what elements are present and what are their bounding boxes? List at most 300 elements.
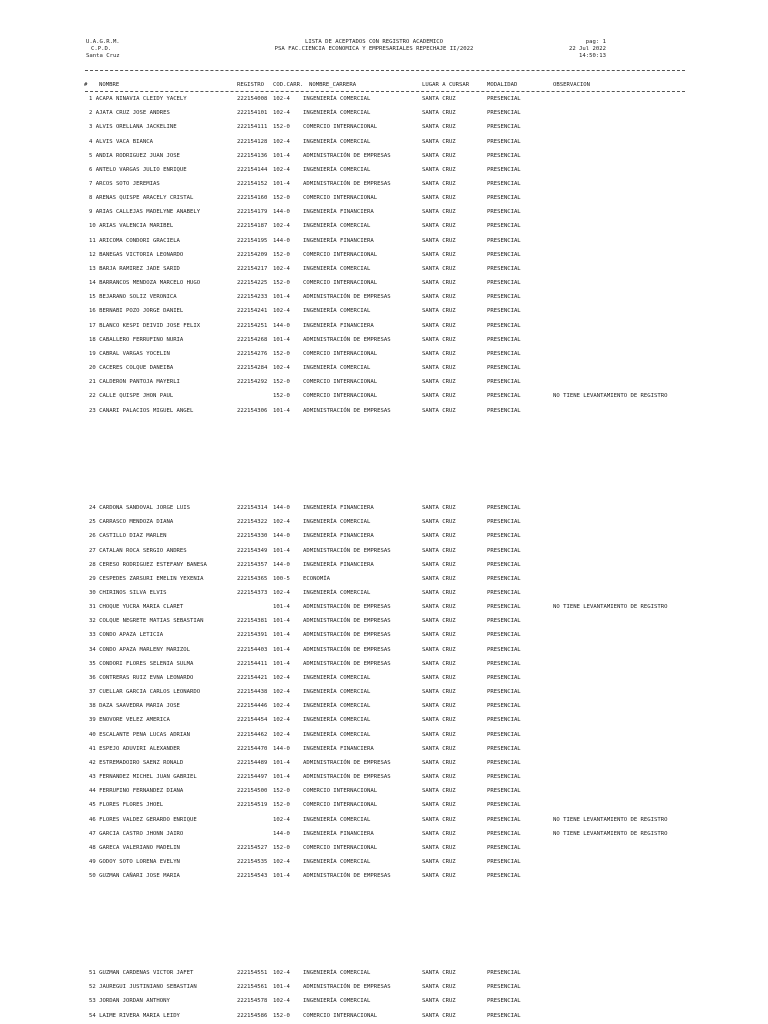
student-name: 41 ESPEJO ADUVIRI ALEXANDER — [89, 745, 180, 752]
lugar-cursar: SANTA CRUZ — [422, 547, 456, 554]
registro: 222154195 — [237, 237, 268, 244]
lugar-cursar: SANTA CRUZ — [422, 265, 456, 272]
lugar-cursar: SANTA CRUZ — [422, 618, 456, 625]
student-name: 9 ARIAS CALLEJAS MADELYNE ANABELY — [89, 209, 201, 216]
modalidad: PRESENCIAL — [487, 802, 521, 809]
table-row — [0, 802, 768, 810]
lugar-cursar: SANTA CRUZ — [422, 365, 456, 371]
cod-carr: 152-0 — [273, 195, 290, 202]
nombre-carrera: ADMINISTRACIÓN DE EMPRESAS — [303, 632, 391, 639]
table-row — [0, 675, 768, 683]
table-row — [0, 703, 768, 711]
student-name: 15 BEJARANO SOLIZ VERONICA — [89, 294, 177, 301]
lugar-cursar: SANTA CRUZ — [422, 166, 456, 173]
column-header-row — [0, 82, 768, 90]
student-name: 8 ARENAS QUISPE ARACELY CRISTAL — [89, 195, 194, 202]
cod-carr: 152-0 — [273, 788, 290, 795]
student-name: 5 ANDIA RODRIGUEZ JUAN JOSE — [89, 152, 180, 159]
report-time: 14:50:13 — [579, 53, 606, 59]
cod-carr: 101-4 — [273, 759, 290, 766]
nombre-carrera: INGENIERÍA FINANCIERA — [303, 561, 374, 568]
nombre-carrera: ADMINISTRACIÓN DE EMPRESAS — [303, 604, 391, 611]
registro: 222154209 — [237, 251, 268, 258]
student-name: 11 ARICOMA CONDORI GRACIELA — [89, 237, 180, 244]
modalidad: PRESENCIAL — [487, 618, 521, 625]
registro: 222154233 — [237, 294, 268, 301]
lugar-cursar: SANTA CRUZ — [422, 124, 456, 131]
student-name: 36 CONTRERAS RUIZ EVNA LEONARDO — [89, 674, 194, 681]
student-name: 13 BARJA RAMIREZ JADE SARID — [89, 265, 180, 272]
table-row — [0, 998, 768, 1006]
nombre-carrera: COMERCIO INTERNACIONAL — [303, 124, 378, 131]
cod-carr: 101-4 — [273, 294, 290, 301]
cod-carr: 101-4 — [273, 632, 290, 639]
observacion: NO TIENE LEVANTAMIENTO DE REGISTRO — [553, 816, 668, 823]
cod-carr: 101-4 — [273, 152, 290, 159]
registro: 222154470 — [237, 745, 268, 752]
cod-carr: 152-0 — [273, 280, 290, 287]
lugar-cursar: SANTA CRUZ — [422, 873, 456, 880]
modalidad: PRESENCIAL — [487, 774, 521, 780]
nombre-carrera: ADMINISTRACIÓN DE EMPRESAS — [303, 873, 391, 880]
table-row — [0, 181, 768, 189]
lugar-cursar: SANTA CRUZ — [422, 322, 456, 329]
student-name: 37 CUELLAR GARCIA CARLOS LEONARDO — [89, 689, 201, 696]
nombre-carrera: COMERCIO INTERNACIONAL — [303, 195, 378, 202]
modalidad: PRESENCIAL — [487, 407, 521, 414]
modalidad: PRESENCIAL — [487, 745, 521, 752]
registro: 222154500 — [237, 788, 268, 795]
lugar-cursar: SANTA CRUZ — [422, 689, 456, 696]
student-name: 40 ESCALANTE PENA LUCAS ADRIAN — [89, 731, 191, 738]
nombre-carrera: INGENIERÍA COMERCIAL — [303, 674, 371, 681]
lugar-cursar: SANTA CRUZ — [422, 646, 456, 653]
cod-carr: 144-0 — [273, 209, 290, 216]
cod-carr: 101-4 — [273, 547, 290, 554]
table-row — [0, 167, 768, 175]
modalidad: PRESENCIAL — [487, 322, 521, 329]
lugar-cursar: SANTA CRUZ — [422, 407, 456, 414]
lugar-cursar: SANTA CRUZ — [422, 195, 456, 202]
modalidad: PRESENCIAL — [487, 166, 521, 173]
student-name: 20 CACERES COLQUE DANEIBA — [89, 365, 174, 371]
col-num: # — [84, 82, 88, 88]
nombre-carrera: INGENIERÍA COMERCIAL — [303, 96, 371, 102]
nombre-carrera: INGENIERÍA COMERCIAL — [303, 138, 371, 145]
student-name: 34 CONDO APAZA MARLENY MARIZOL — [89, 646, 191, 653]
student-name: 24 CARDONA SANDOVAL JORGE LUIS — [89, 505, 191, 511]
student-name: 31 CHOQUE YUCRA MARIA CLARET — [89, 604, 184, 611]
student-name: 3 ALVIS ORELLANA JACKELINE — [89, 124, 177, 131]
table-row — [0, 266, 768, 274]
registro: 222154292 — [237, 379, 268, 386]
student-name: 14 BARRANCOS MENDOZA MARCELO HUGO — [89, 280, 201, 287]
modalidad: PRESENCIAL — [487, 859, 521, 865]
registro: 222154128 — [237, 138, 268, 145]
table-row — [0, 548, 768, 556]
registro: 222154314 — [237, 505, 268, 511]
cod-carr: 144-0 — [273, 237, 290, 244]
modalidad: PRESENCIAL — [487, 759, 521, 766]
cod-carr: 102-4 — [273, 717, 290, 724]
table-row — [0, 1013, 768, 1021]
modalidad: PRESENCIAL — [487, 152, 521, 159]
lugar-cursar: SANTA CRUZ — [422, 336, 456, 343]
registro: 222154381 — [237, 618, 268, 625]
student-name: 35 CONDORI FLORES SELENIA SULMA — [89, 660, 194, 667]
lugar-cursar: SANTA CRUZ — [422, 505, 456, 511]
cod-carr: 152-0 — [273, 802, 290, 809]
lugar-cursar: SANTA CRUZ — [422, 294, 456, 301]
nombre-carrera: INGENIERÍA FINANCIERA — [303, 505, 374, 511]
registro: 222154349 — [237, 547, 268, 554]
registro: 222154578 — [237, 998, 268, 1005]
table-row — [0, 845, 768, 853]
nombre-carrera: ADMINISTRACIÓN DE EMPRESAS — [303, 759, 391, 766]
col-registro: REGISTRO — [237, 82, 264, 88]
student-name: 49 GODOY SOTO LORENA EVELYN — [89, 859, 180, 865]
col-lugar: LUGAR A CURSAR — [422, 82, 470, 88]
student-name: 47 GARCIA CASTRO JHONN JAIRO — [89, 830, 184, 837]
nombre-carrera: INGENIERÍA FINANCIERA — [303, 322, 374, 329]
registro: 222154008 — [237, 96, 268, 102]
lugar-cursar: SANTA CRUZ — [422, 280, 456, 287]
lugar-cursar: SANTA CRUZ — [422, 138, 456, 145]
modalidad: PRESENCIAL — [487, 830, 521, 837]
lugar-cursar: SANTA CRUZ — [422, 998, 456, 1005]
cod-carr: 102-4 — [273, 96, 290, 102]
table-row — [0, 632, 768, 640]
lugar-cursar: SANTA CRUZ — [422, 830, 456, 837]
registro: 222154136 — [237, 152, 268, 159]
student-name: 42 ESTREMADOIRO SAENZ RONALD — [89, 759, 184, 766]
table-row — [0, 323, 768, 331]
col-nombre-carrera: NOMBRE_CARRERA — [309, 82, 357, 88]
student-name: 18 CABALLERO FERRUFINO NURIA — [89, 336, 184, 343]
lugar-cursar: SANTA CRUZ — [422, 788, 456, 795]
nombre-carrera: INGENIERÍA COMERCIAL — [303, 223, 371, 230]
nombre-carrera: ADMINISTRACIÓN DE EMPRESAS — [303, 774, 391, 780]
nombre-carrera: COMERCIO INTERNACIONAL — [303, 788, 378, 795]
cod-carr: 152-0 — [273, 350, 290, 357]
modalidad: PRESENCIAL — [487, 138, 521, 145]
modalidad: PRESENCIAL — [487, 998, 521, 1005]
student-name: 45 FLORES FLORES JHOEL — [89, 802, 164, 809]
lugar-cursar: SANTA CRUZ — [422, 575, 456, 582]
report-title: LISTA DE ACEPTADOS CON REGISTRO ACADEMICO — [304, 39, 444, 45]
modalidad: PRESENCIAL — [487, 110, 521, 117]
registro: 222154365 — [237, 575, 268, 582]
table-row — [0, 365, 768, 373]
table-row — [0, 238, 768, 246]
modalidad: PRESENCIAL — [487, 96, 521, 102]
student-name: 44 FERRUFINO FERNANDEZ DIANA — [89, 788, 184, 795]
registro: 222154543 — [237, 873, 268, 880]
nombre-carrera: COMERCIO INTERNACIONAL — [303, 350, 378, 357]
nombre-carrera: INGENIERÍA COMERCIAL — [303, 731, 371, 738]
student-name: 30 CHIRINOS SILVA ELVIS — [89, 590, 167, 596]
registro: 222154179 — [237, 209, 268, 216]
student-name: 7 ARCOS SOTO JEREMIAS — [89, 181, 160, 187]
nombre-carrera: INGENIERÍA COMERCIAL — [303, 816, 371, 823]
modalidad: PRESENCIAL — [487, 717, 521, 724]
table-row — [0, 280, 768, 288]
cod-carr: 144-0 — [273, 830, 290, 837]
nombre-carrera: COMERCIO INTERNACIONAL — [303, 251, 378, 258]
lugar-cursar: SANTA CRUZ — [422, 802, 456, 809]
lugar-cursar: SANTA CRUZ — [422, 759, 456, 766]
nombre-carrera: ADMINISTRACIÓN DE EMPRESAS — [303, 294, 391, 301]
table-row — [0, 562, 768, 570]
lugar-cursar: SANTA CRUZ — [422, 223, 456, 230]
modalidad: PRESENCIAL — [487, 365, 521, 371]
table-row — [0, 604, 768, 612]
cod-carr: 101-4 — [273, 181, 290, 187]
registro: 222154152 — [237, 181, 268, 187]
student-name: 51 GUZMAN CARDENAS VICTOR JAFET — [89, 970, 194, 976]
lugar-cursar: SANTA CRUZ — [422, 350, 456, 357]
nombre-carrera: INGENIERÍA COMERCIAL — [303, 703, 371, 710]
observacion: NO TIENE LEVANTAMIENTO DE REGISTRO — [553, 604, 668, 611]
cod-carr: 102-4 — [273, 365, 290, 371]
modalidad: PRESENCIAL — [487, 265, 521, 272]
nombre-carrera: ADMINISTRACIÓN DE EMPRESAS — [303, 336, 391, 343]
student-name: 21 CALDERON PANTOJA MAYERLI — [89, 379, 180, 386]
modalidad: PRESENCIAL — [487, 209, 521, 216]
modalidad: PRESENCIAL — [487, 124, 521, 131]
registro: 222154527 — [237, 844, 268, 851]
lugar-cursar: SANTA CRUZ — [422, 110, 456, 117]
table-row — [0, 760, 768, 768]
nombre-carrera: INGENIERÍA FINANCIERA — [303, 237, 374, 244]
lugar-cursar: SANTA CRUZ — [422, 984, 456, 991]
modalidad: PRESENCIAL — [487, 660, 521, 667]
registro: 222154306 — [237, 407, 268, 414]
modalidad: PRESENCIAL — [487, 1012, 521, 1019]
table-row — [0, 984, 768, 992]
student-name: 53 JORDAN JORDAN ANTHONY — [89, 998, 170, 1005]
col-observacion: OBSERVACION — [553, 82, 591, 88]
registro: 222154551 — [237, 970, 268, 976]
registro: 222154101 — [237, 110, 268, 117]
modalidad: PRESENCIAL — [487, 604, 521, 611]
student-name: 10 ARIAS VALENCIA MARIBEL — [89, 223, 174, 230]
table-row — [0, 393, 768, 401]
nombre-carrera: ECONOMÍA — [303, 575, 330, 582]
nombre-carrera: INGENIERÍA COMERCIAL — [303, 590, 371, 596]
report-subtitle: PSA FAC.CIENCIA ECONOMICA Y EMPRESARIALES REPECHAJE II/2022 — [274, 46, 474, 52]
lugar-cursar: SANTA CRUZ — [422, 533, 456, 540]
modalidad: PRESENCIAL — [487, 873, 521, 880]
cod-carr: 144-0 — [273, 505, 290, 511]
table-row — [0, 110, 768, 118]
registro: 222154322 — [237, 519, 268, 526]
table-row — [0, 153, 768, 161]
registro: 222154187 — [237, 223, 268, 230]
modalidad: PRESENCIAL — [487, 251, 521, 258]
modalidad: PRESENCIAL — [487, 519, 521, 526]
student-name: 48 GARECA VALERIANO MADELIN — [89, 844, 180, 851]
student-name: 6 ANTELO VARGAS JULIO ENRIQUE — [89, 166, 187, 173]
table-row — [0, 576, 768, 584]
nombre-carrera: COMERCIO INTERNACIONAL — [303, 280, 378, 287]
student-name: 22 CALLE QUISPE JHON PAUL — [89, 393, 174, 400]
org-name: U.A.G.R.M. — [86, 39, 120, 45]
modalidad: PRESENCIAL — [487, 731, 521, 738]
modalidad: PRESENCIAL — [487, 294, 521, 301]
table-row — [0, 788, 768, 796]
registro: 222154284 — [237, 365, 268, 371]
registro: 222154373 — [237, 590, 268, 596]
lugar-cursar: SANTA CRUZ — [422, 660, 456, 667]
modalidad: PRESENCIAL — [487, 181, 521, 187]
modalidad: PRESENCIAL — [487, 970, 521, 976]
modalidad: PRESENCIAL — [487, 561, 521, 568]
student-name: 46 FLORES VALDEZ GERARDO ENRIQUE — [89, 816, 197, 823]
cod-carr: 102-4 — [273, 689, 290, 696]
nombre-carrera: COMERCIO INTERNACIONAL — [303, 844, 378, 851]
lugar-cursar: SANTA CRUZ — [422, 519, 456, 526]
student-name: 16 BERNABI POZO JORGE DANIEL — [89, 308, 184, 315]
nombre-carrera: ADMINISTRACIÓN DE EMPRESAS — [303, 618, 391, 625]
table-row — [0, 746, 768, 754]
org-unit: C.P.D. — [91, 46, 112, 52]
table-row — [0, 351, 768, 359]
cod-carr: 102-4 — [273, 166, 290, 173]
nombre-carrera: INGENIERÍA COMERCIAL — [303, 308, 371, 315]
modalidad: PRESENCIAL — [487, 788, 521, 795]
student-name: 28 CERESO RODRIGUEZ ESTEFANY BANESA — [89, 561, 207, 568]
modalidad: PRESENCIAL — [487, 703, 521, 710]
modalidad: PRESENCIAL — [487, 308, 521, 315]
table-row — [0, 533, 768, 541]
registro: 222154111 — [237, 124, 268, 131]
nombre-carrera: ADMINISTRACIÓN DE EMPRESAS — [303, 181, 391, 187]
nombre-carrera: COMERCIO INTERNACIONAL — [303, 379, 378, 386]
cod-carr: 101-4 — [273, 984, 290, 991]
table-row — [0, 774, 768, 782]
lugar-cursar: SANTA CRUZ — [422, 1012, 456, 1019]
registro: 222154357 — [237, 561, 268, 568]
student-name: 1 ACAPA NINAVIA CLEIDY YACELY — [89, 96, 187, 102]
col-modalidad: MODALIDAD — [487, 82, 518, 88]
registro: 222154489 — [237, 759, 268, 766]
registro: 222154217 — [237, 265, 268, 272]
table-row — [0, 209, 768, 217]
modalidad: PRESENCIAL — [487, 674, 521, 681]
lugar-cursar: SANTA CRUZ — [422, 237, 456, 244]
student-name: 39 ENOVORE VELEZ AMERICA — [89, 717, 170, 724]
student-name: 52 JAUREGUI JUSTINIANO SEBASTIAN — [89, 984, 197, 991]
cod-carr: 102-4 — [273, 590, 290, 596]
modalidad: PRESENCIAL — [487, 816, 521, 823]
lugar-cursar: SANTA CRUZ — [422, 393, 456, 400]
table-row — [0, 308, 768, 316]
registro: 222154462 — [237, 731, 268, 738]
modalidad: PRESENCIAL — [487, 505, 521, 511]
cod-carr: 102-4 — [273, 265, 290, 272]
student-name: 19 CABRAL VARGAS YOCELIN — [89, 350, 170, 357]
lugar-cursar: SANTA CRUZ — [422, 152, 456, 159]
lugar-cursar: SANTA CRUZ — [422, 674, 456, 681]
table-row — [0, 519, 768, 527]
nombre-carrera: ADMINISTRACIÓN DE EMPRESAS — [303, 152, 391, 159]
lugar-cursar: SANTA CRUZ — [422, 308, 456, 315]
cod-carr: 152-0 — [273, 1012, 290, 1019]
registro: 222154160 — [237, 195, 268, 202]
student-name: 33 CONDO APAZA LETICIA — [89, 632, 164, 639]
col-nombre: NOMBRE — [99, 82, 120, 88]
student-name: 26 CASTILLO DIAZ MARLEN — [89, 533, 167, 540]
lugar-cursar: SANTA CRUZ — [422, 209, 456, 216]
lugar-cursar: SANTA CRUZ — [422, 96, 456, 102]
lugar-cursar: SANTA CRUZ — [422, 844, 456, 851]
cod-carr: 144-0 — [273, 322, 290, 329]
table-row — [0, 195, 768, 203]
registro: 222154144 — [237, 166, 268, 173]
table-row — [0, 505, 768, 513]
modalidad: PRESENCIAL — [487, 336, 521, 343]
cod-carr: 100-5 — [273, 575, 290, 582]
lugar-cursar: SANTA CRUZ — [422, 632, 456, 639]
student-name: 17 BLANCO KESPI DEIVID JOSE FELIX — [89, 322, 201, 329]
cod-carr: 102-4 — [273, 223, 290, 230]
cod-carr: 152-0 — [273, 393, 290, 400]
lugar-cursar: SANTA CRUZ — [422, 745, 456, 752]
cod-carr: 144-0 — [273, 745, 290, 752]
col-cod-carr: COD.CARR. — [273, 82, 304, 88]
modalidad: PRESENCIAL — [487, 575, 521, 582]
table-row — [0, 873, 768, 881]
student-name: 43 FERNANDEZ MICHEL JUAN GABRIEL — [89, 774, 197, 780]
lugar-cursar: SANTA CRUZ — [422, 251, 456, 258]
table-row — [0, 139, 768, 147]
table-row — [0, 970, 768, 978]
cod-carr: 101-4 — [273, 604, 290, 611]
nombre-carrera: ADMINISTRACIÓN DE EMPRESAS — [303, 984, 391, 991]
modalidad: PRESENCIAL — [487, 533, 521, 540]
registro: 222154519 — [237, 802, 268, 809]
registro: 222154421 — [237, 674, 268, 681]
student-name: 32 COLQUE NEGRETE MATIAS SEBASTIAN — [89, 618, 204, 625]
page-number: pag: 1 — [585, 39, 606, 45]
nombre-carrera: INGENIERÍA FINANCIERA — [303, 533, 374, 540]
nombre-carrera: COMERCIO INTERNACIONAL — [303, 393, 378, 400]
lugar-cursar: SANTA CRUZ — [422, 181, 456, 187]
cod-carr: 102-4 — [273, 674, 290, 681]
student-name: 50 GUZMAN CAÑARI JOSE MARIA — [89, 873, 180, 880]
nombre-carrera: INGENIERÍA COMERCIAL — [303, 859, 371, 865]
registro: 222154241 — [237, 308, 268, 315]
student-name: 12 BANEGAS VICTORIA LEONARDO — [89, 251, 184, 258]
modalidad: PRESENCIAL — [487, 590, 521, 596]
student-name: 29 CESPEDES ZARSURI EMELIN YEXENIA — [89, 575, 204, 582]
cod-carr: 102-4 — [273, 731, 290, 738]
org-city: Santa Cruz — [86, 53, 120, 59]
modalidad: PRESENCIAL — [487, 379, 521, 386]
modalidad: PRESENCIAL — [487, 689, 521, 696]
cod-carr: 102-4 — [273, 110, 290, 117]
lugar-cursar: SANTA CRUZ — [422, 717, 456, 724]
table-row — [0, 408, 768, 416]
modalidad: PRESENCIAL — [487, 646, 521, 653]
cod-carr: 101-4 — [273, 336, 290, 343]
cod-carr: 102-4 — [273, 703, 290, 710]
cod-carr: 101-4 — [273, 618, 290, 625]
nombre-carrera: INGENIERÍA COMERCIAL — [303, 265, 371, 272]
observacion: NO TIENE LEVANTAMIENTO DE REGISTRO — [553, 393, 668, 400]
table-row — [0, 661, 768, 669]
